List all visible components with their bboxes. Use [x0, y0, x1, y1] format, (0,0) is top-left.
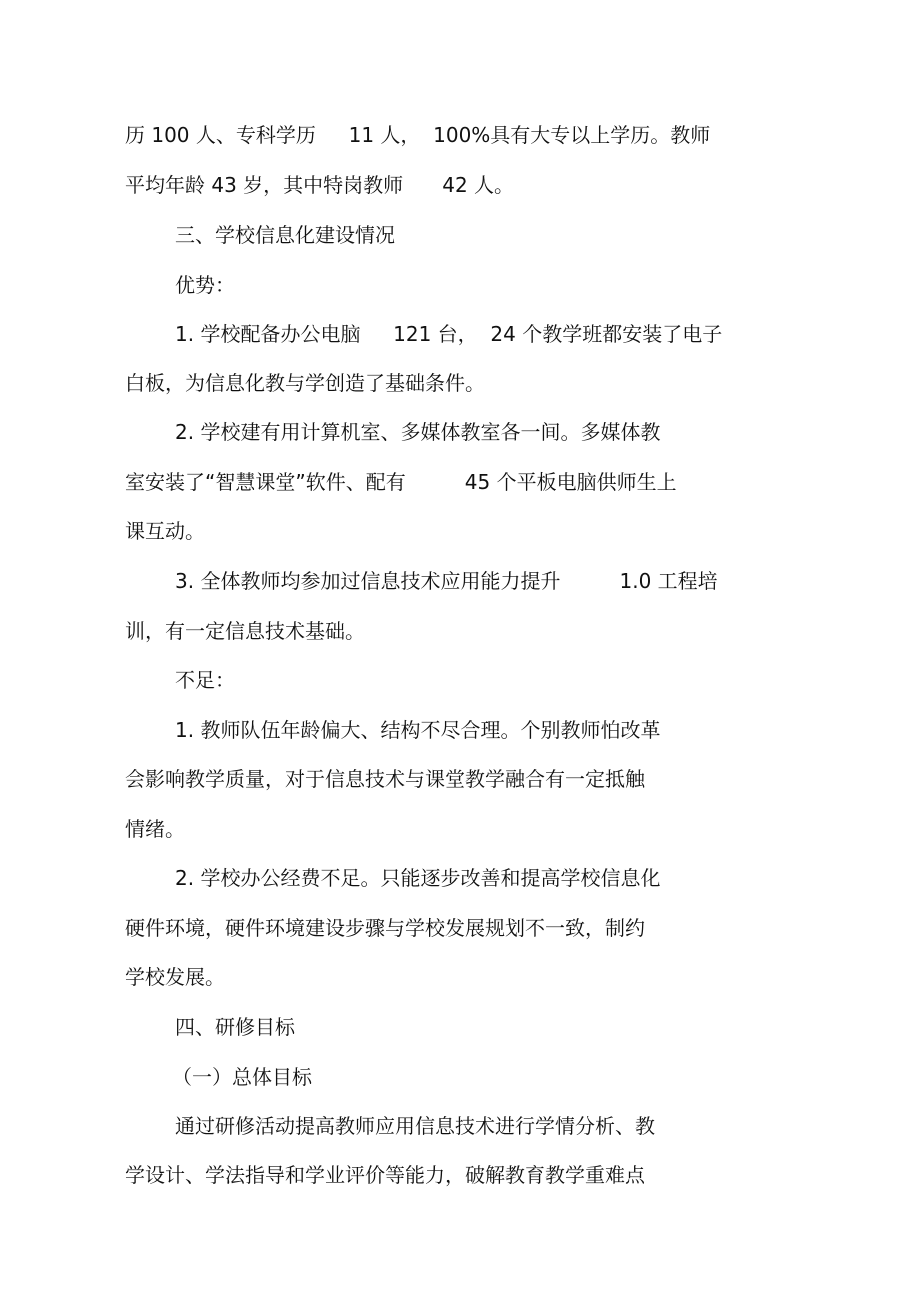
paragraph-line: 课互动。: [125, 519, 205, 543]
paragraph-line: 1. 教师队伍年龄偏大、结构不尽合理。个别教师怕改革: [175, 718, 661, 742]
paragraph-line: 平均年龄 43 岁，其中特岗教师 42 人。: [125, 173, 515, 197]
section-heading-3: 三、学校信息化建设情况: [175, 223, 395, 247]
paragraph-line: 学设计、学法指导和学业评价等能力，破解教育教学重难点: [125, 1163, 645, 1187]
subheading-shortcomings: 不足：: [175, 668, 235, 692]
paragraph-line: 情绪。: [125, 817, 185, 841]
paragraph-line: 会影响教学质量，对于信息技术与课堂教学融合有一定抵触: [125, 767, 645, 791]
paragraph-line: 室安装了“智慧课堂”软件、配有 45 个平板电脑供师生上: [125, 470, 677, 494]
paragraph-line: 3. 全体教师均参加过信息技术应用能力提升 1.0 工程培: [175, 569, 718, 593]
paragraph-line: 学校发展。: [125, 965, 225, 989]
paragraph-line: 2. 学校建有用计算机室、多媒体教室各一间。多媒体教: [175, 420, 661, 444]
paragraph-line: 历 100 人、专科学历 11 人， 100%具有大专以上学历。教师: [125, 123, 711, 147]
section-heading-4: 四、研修目标: [175, 1015, 295, 1039]
paragraph-line: 1. 学校配备办公电脑 121 台， 24 个教学班都安装了电子: [175, 322, 723, 346]
paragraph-line: 硬件环境，硬件环境建设步骤与学校发展规划不一致，制约: [125, 916, 645, 940]
paragraph-line: 2. 学校办公经费不足。只能逐步改善和提高学校信息化: [175, 866, 661, 890]
paragraph-line: 白板，为信息化教与学创造了基础条件。: [125, 371, 485, 395]
subsection-heading: （一）总体目标: [172, 1065, 312, 1089]
subheading-advantages: 优势：: [175, 273, 235, 297]
paragraph-line: 训，有一定信息技术基础。: [125, 619, 365, 643]
paragraph-line: 通过研修活动提高教师应用信息技术进行学情分析、教: [175, 1114, 655, 1138]
